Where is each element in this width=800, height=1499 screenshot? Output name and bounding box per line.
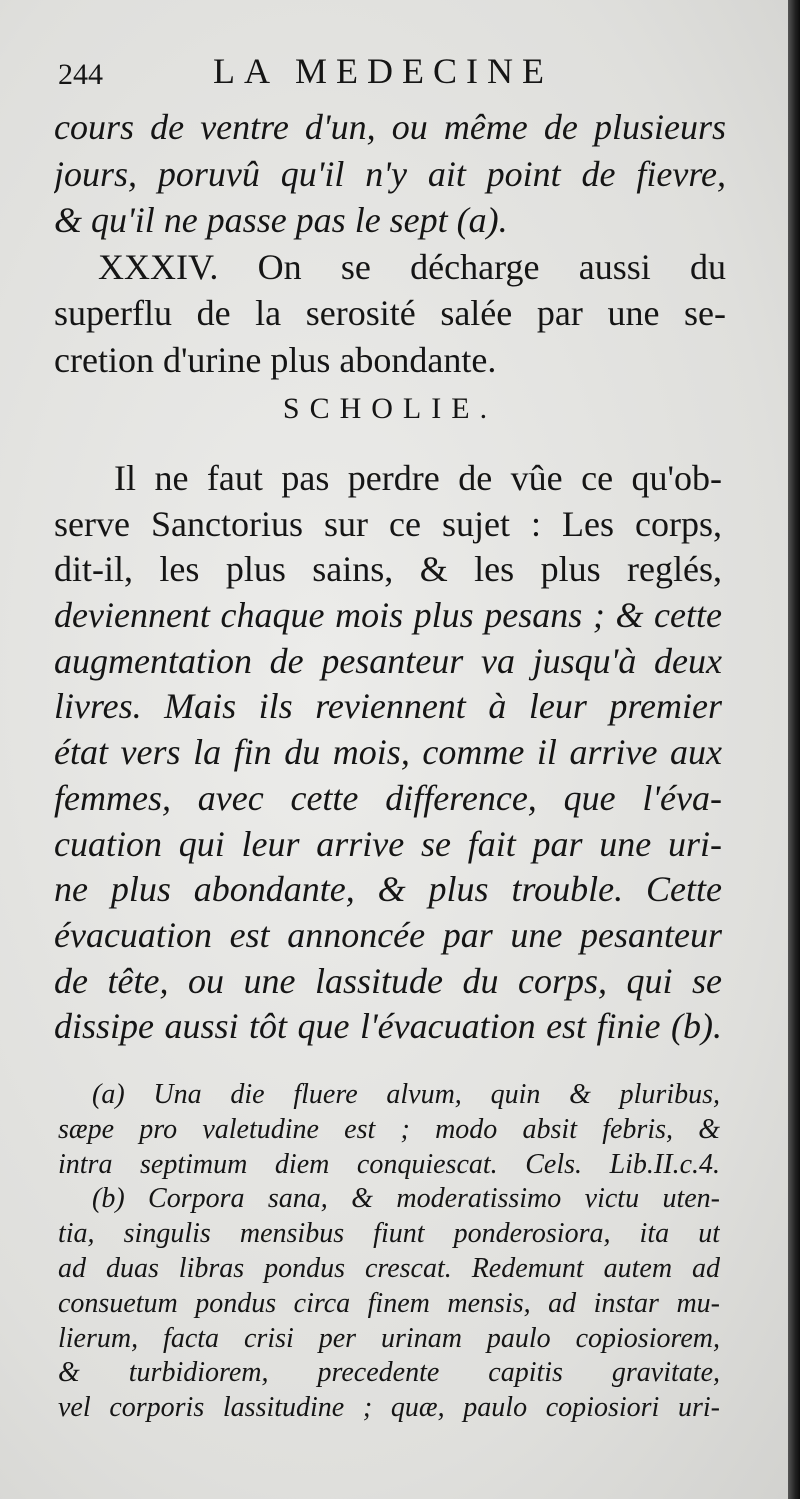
text-line: de tête, ou une lassitude du corps, qui se: [54, 960, 722, 1001]
footnote-line: sæpe pro valetudine est ; modo absit febris, &: [58, 1113, 720, 1145]
footnote-line: consuetum pondus circa finem mensis, ad instar mu-: [58, 1287, 720, 1319]
text-line: femmes, avec cette difference, que l'éva-: [54, 777, 722, 818]
text-line: cuation qui leur arrive se fait par une uri-: [54, 823, 722, 864]
text-line: Il ne faut pas perdre de vûe ce qu'ob-: [114, 458, 722, 498]
scholie-text: [54, 456, 722, 1050]
text-line: état vers la fin du mois, comme il arrive aux: [54, 732, 722, 773]
footnote-line: tia, singulis mensibus fiunt ponderosiora, ita ut: [58, 1218, 720, 1250]
text-line: jours, poruvû qu'il n'y ait point de fievre,: [54, 153, 726, 194]
text-line: serve Sanctorius sur ce sujet : Les corps,: [54, 503, 722, 544]
footnote-line: intra septimum diem conquiescat. Cels. Lib.II.c.4.: [58, 1148, 720, 1180]
page-header: [58, 50, 718, 96]
text-line: XXXIV. On se décharge aussi du: [98, 246, 726, 287]
text-line: & qu'il ne passe pas le sept (a).: [54, 200, 508, 240]
footnote-line: vel corporis lassitudine ; quæ, paulo copiosiori uri-: [58, 1392, 720, 1424]
footnote-line: ad duas libras pondus crescat. Redemunt autem ad: [58, 1252, 720, 1284]
text-line: deviennent chaque mois plus pesans ; & cette: [54, 595, 722, 636]
text-line: cours de ventre d'un, ou même de plusieurs: [54, 107, 726, 147]
footnote-line: (b) Corpora sana, & moderatissimo victu uten-: [92, 1183, 720, 1215]
text-line: dit-il, les plus sains, & les plus reglés,: [54, 549, 722, 590]
text-line: dissipe aussi tôt que l'évacuation est finie (b).: [54, 1006, 722, 1047]
text-line: superflu de la serosité salée par une se-: [54, 293, 726, 333]
footnote-line: (a) Una die fluere alvum, quin & pluribus,: [92, 1079, 720, 1110]
footnote-line: & turbidiorem, precedente capitis gravitate,: [58, 1357, 720, 1389]
text-line: ne plus abondante, & plus trouble. Cette: [54, 869, 722, 910]
book-spine-shadow: [788, 0, 800, 1499]
running-head: LA MEDECINE: [213, 51, 553, 91]
text-line: augmentation de pesanteur va jusqu'à deux: [54, 640, 722, 681]
section-text: [54, 104, 726, 383]
text-line: livres. Mais ils reviennent à leur premier: [54, 686, 722, 727]
scholie-heading: SCHOLIE.: [282, 392, 498, 425]
footnote-line: lierum, facta crisi per urinam paulo copiosiorem,: [58, 1322, 720, 1354]
footnotes: [58, 1078, 720, 1426]
text-line: cretion d'urine plus abondante.: [54, 339, 497, 380]
page-number: 244: [58, 58, 103, 91]
text-line: évacuation est annoncée par une pesanteur: [54, 914, 722, 955]
